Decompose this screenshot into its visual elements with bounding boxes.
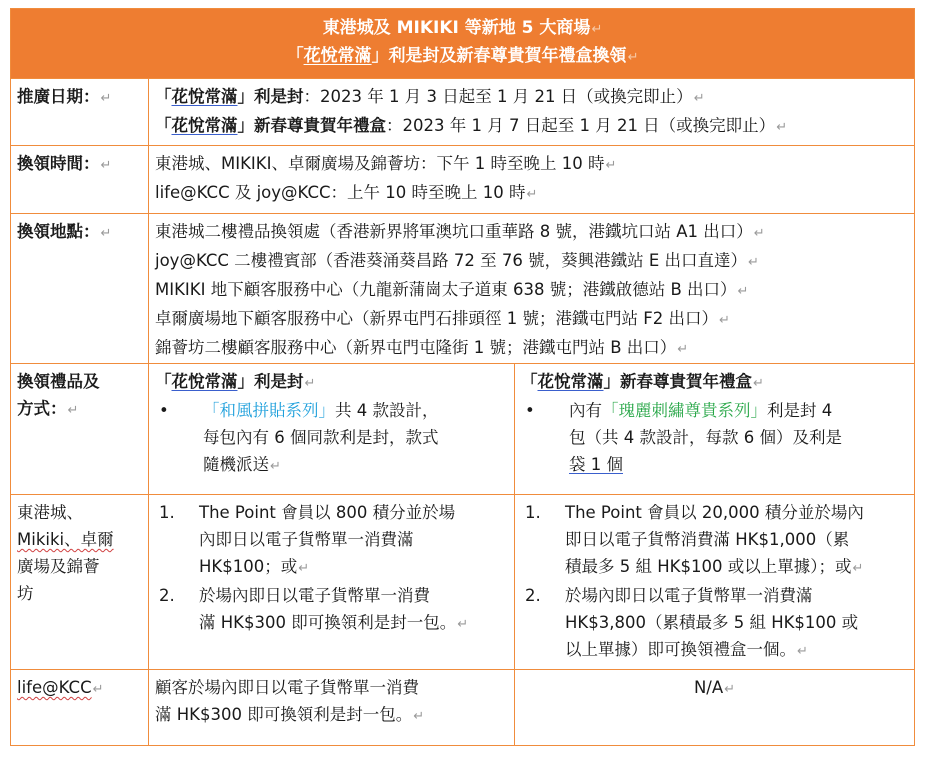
malls-left-cell xyxy=(149,495,515,670)
gift-label-line-1: 換領禮品及 xyxy=(17,372,100,391)
malls-label-line: 東港城、 xyxy=(17,503,83,522)
malls-label-line: 廣場及錦薈 xyxy=(17,557,100,576)
date-label: 推廣日期：↵ xyxy=(11,79,149,146)
life-line: 顧客於場內即日以電子貨幣單一消費 xyxy=(155,678,419,697)
gift-right-title: 「花悅常滿」新春尊貴賀年禮盒↵ xyxy=(521,372,764,391)
list-number: 1. xyxy=(159,503,175,522)
location-line: joy@KCC 二樓禮賓部（香港葵涌葵昌路 72 至 76 號，葵興港鐵站 E 出口直達）↵ xyxy=(155,251,759,270)
location-row xyxy=(11,214,915,364)
location-line: 錦薈坊二樓顧客服務中心（新界屯門屯隆街 1 號；港鐵屯門站 B 出口）↵ xyxy=(155,338,689,357)
malls-row xyxy=(11,495,915,670)
gift-row xyxy=(11,364,915,495)
header-line-2: 「花悅常滿」利是封及新春尊貴賀年禮盒換領↵ xyxy=(286,46,639,66)
life-line: 滿 HK$300 即可換領利是封一包。↵ xyxy=(155,705,425,724)
life-label: life@KCC↵ xyxy=(11,670,149,746)
header-line-1: 東港城及 MIKIKI 等新地 5 大商場↵ xyxy=(322,18,603,38)
series-name: 「和風拼貼系列」 xyxy=(203,401,335,420)
gift-left-line-2: 每包內有 6 個同款利是封，款式 xyxy=(203,428,439,447)
gift-left-title: 「花悅常滿」利是封↵ xyxy=(155,372,316,391)
bullet-icon: • xyxy=(159,401,169,420)
list-item: 1. The Point 會員以 20,000 積分並於場內 即日以電子貨幣消費滿 HK$1,000（累 積最多 5 組 HK$100 或以上單據）；或↵ xyxy=(521,499,908,582)
time-value xyxy=(149,146,915,214)
promotion-table xyxy=(10,8,915,746)
date-value xyxy=(149,79,915,146)
time-row xyxy=(11,146,915,214)
time-label: 換領時間：↵ xyxy=(11,146,149,214)
location-line: 東港城二樓禮品換領處（香港新界將軍澳坑口重華路 8 號，港鐵坑口站 A1 出口）↵ xyxy=(155,222,765,241)
time-line-1: 東港城、MIKIKI、卓爾廣場及錦薈坊：下午 1 時至晚上 10 時↵ xyxy=(155,154,617,173)
malls-right-cell xyxy=(515,495,915,670)
header-row xyxy=(11,9,915,79)
bullet-icon: • xyxy=(525,401,535,420)
gift-right-line-3: 袋 1 個 xyxy=(569,455,623,474)
time-line-2: life@KCC 及 joy@KCC：上午 10 時至晚上 10 時↵ xyxy=(155,183,538,202)
date-line-1: 「花悅常滿」利是封：2023 年 1 月 3 日起至 1 月 21 日（或換完即止）↵ xyxy=(155,87,705,106)
gift-right-bullet-item: • 內有「瑰麗刺繡尊貴系列」利是封 4 包（共 4 款設計，每款 6 個）及利是 袋 1 個 xyxy=(521,397,908,478)
life-row xyxy=(11,670,915,746)
life-right-cell: N/A↵ xyxy=(515,670,915,746)
list-number: 2. xyxy=(525,586,541,605)
date-row xyxy=(11,79,915,146)
location-line: 卓爾廣場地下顧客服務中心（新界屯門石排頭徑 1 號；港鐵屯門站 F2 出口）↵ xyxy=(155,309,730,328)
gift-right-line-2: 包（共 4 款設計，每款 6 個）及利是 xyxy=(569,428,842,447)
list-item: 2. 於場內即日以電子貨幣單一消費 滿 HK$300 即可換領利是封一包。↵ xyxy=(155,582,508,638)
life-left-cell xyxy=(149,670,515,746)
malls-label xyxy=(11,495,149,670)
gift-right-cell xyxy=(515,364,915,495)
list-number: 1. xyxy=(525,503,541,522)
location-line: MIKIKI 地下顧客服務中心（九龍新蒲崗太子道東 638 號；港鐵啟德站 B 出口）↵ xyxy=(155,280,749,299)
gift-label-line-2: 方式：↵ xyxy=(17,399,79,418)
gift-left-bullet-item: • 「和風拼貼系列」共 4 款設計， 每包內有 6 個同款利是封，款式 隨機派送↵ xyxy=(155,397,508,480)
list-item: 1. The Point 會員以 800 積分並於場 內即日以電子貨幣單一消費滿 HK$100；或↵ xyxy=(155,499,508,582)
gift-label xyxy=(11,364,149,495)
location-label: 換領地點：↵ xyxy=(11,214,149,364)
series-name: 「瑰麗刺繡尊貴系列」 xyxy=(602,401,767,420)
malls-label-line: Mikiki、卓爾 xyxy=(17,530,114,549)
gift-left-cell xyxy=(149,364,515,495)
table-header xyxy=(11,9,915,79)
promotion-table-frame xyxy=(10,8,914,746)
malls-label-line: 坊 xyxy=(17,584,34,603)
location-value xyxy=(149,214,915,364)
list-number: 2. xyxy=(159,586,175,605)
date-line-2: 「花悅常滿」新春尊貴賀年禮盒：2023 年 1 月 7 日起至 1 月 21 日（或換完即止）↵ xyxy=(155,116,788,135)
list-item: 2. 於場內即日以電子貨幣單一消費滿 HK$3,800（累積最多 5 組 HK$100 或 以上單據）即可換領禮盒一個。↵ xyxy=(521,582,908,665)
